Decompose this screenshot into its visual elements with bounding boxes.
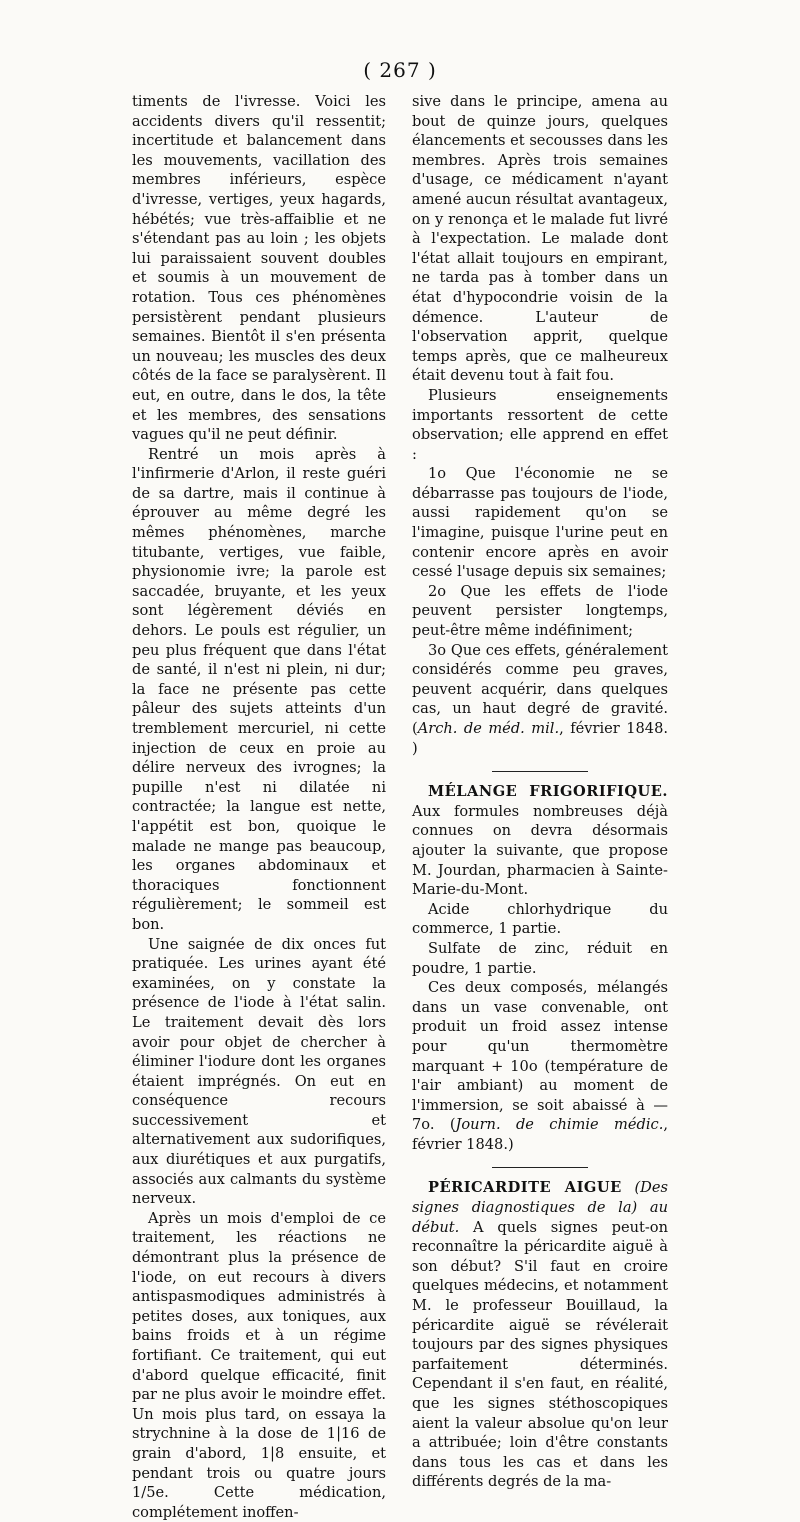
paragraph-text: , février 1848.): [412, 1116, 668, 1153]
section-subtitle: (Des signes diagnostiques de la) au début.: [412, 1179, 668, 1236]
paragraph: Acide chlorhydrique du commerce, 1 partie.: [412, 900, 668, 938]
section-heading: MÉLANGE FRIGORIFIQUE.: [428, 783, 668, 801]
list-item: 2o Que les effets de l'iode peuvent persister longtemps, peut-être même indéfiniment;: [412, 582, 668, 640]
source-citation: Arch. de méd. mil.: [417, 720, 560, 737]
right-column: [412, 92, 668, 1492]
list-item: 1o Que l'économie ne se débarrasse pas toujours de l'iode, aussi rapidement qu'on se l'imagine, puisque l'urine peut en contenir encore après en avoir cessé l'usage depuis six semaines;: [412, 465, 668, 581]
section-melange: [412, 782, 668, 900]
paragraph-text: A quels signes peut-on reconnaître la péricardite aiguë à son début? S'il faut en croire quelques médecins, et notamment M. le professeur Bouillaud, la péricardite aiguë se révélerait toujours par des signes physiques parfaitement déterminés. Cependant il s'en faut, en réalité, que les signes stéthoscopiques aient la valeur absolue qu'on leur a attribuée; loin d'être constants dans tous les cas et dans les différents degrés de la ma-: [412, 1218, 668, 1491]
paragraph: sive dans le principe, amena au bout de quinze jours, quelques élancements et secousses dans les membres. Après trois semaines d'usage, ce médicament n'ayant amené aucun résultat avantageux, on y renonça et le malade fut livré à l'expectation. Le malade dont l'état allait toujours en empirant, ne tarda pas à tomber dans un état d'hypocondrie voisin de la démence. L'auteur de l'observation apprit, quelque temps après, que ce malheureux était devenu tout à fait fou.: [412, 93, 668, 385]
paragraph-text: Ces deux composés, mélangés dans un vase convenable, ont produit un froid assez intense pour qu'un thermomètre marquant + 10o (température de l'air ambiant) au moment de l'immersion, se soit abaissé à — 7o. (: [412, 979, 668, 1134]
paragraph-text: Aux formules nombreuses déjà connues on devra désormais ajouter la suivante, que propose M. Jourdan, pharmacien à Sainte-Marie-du-Mont.: [412, 802, 668, 899]
page-number: ( 267 ): [363, 58, 437, 82]
paragraph-text: 3o Que ces effets, généralement considérés comme peu graves, peuvent acquérir, dans quelques cas, un haut degré de gravité. (: [412, 641, 668, 737]
paragraph-text: , février 1848. ): [412, 720, 668, 757]
source-citation: Journ. de chimie médic.: [455, 1116, 664, 1134]
section-pericardite: [412, 1178, 668, 1492]
paragraph: Une saignée de dix onces fut pratiquée. Les urines ayant été examinées, on y constate la présence de l'iode à l'état salin. Le traitement devait dès lors avoir pour objet de chercher à éliminer l'iodure dont les organes étaient imprégnés. On eut en conséquence recours successivement et alternativement aux sudorifiques, aux diurétiques et aux purgatifs, associés aux calmants du système nerveux.: [132, 935, 386, 1208]
left-column: [132, 92, 386, 1522]
paragraph: Plusieurs enseignements importants ressortent de cette observation; elle apprend en effet :: [412, 386, 668, 463]
paragraph: Sulfate de zinc, réduit en poudre, 1 partie.: [412, 939, 668, 977]
section-heading: PÉRICARDITE AIGUE: [428, 1179, 622, 1197]
paragraph: Après un mois d'emploi de ce traitement, les réactions ne démontrant plus la présence de l'iode, on eut recours à divers antispasmodiques administrés à petites doses, aux toniques, aux bains froids et à un régime fortifiant. Ce traitement, qui eut d'abord quelque efficacité, finit par ne plus avoir le moindre effet. Un mois plus tard, on essaya la strychnine à la dose de 1|16 de grain d'abord, 1|8 ensuite, et pendant trois ou quatre jours 1/5e. Cette médication, complétement inoffen-: [132, 1209, 386, 1521]
paragraph: [412, 978, 668, 1154]
section-divider: [492, 771, 588, 772]
list-item: [412, 641, 668, 759]
paragraph: timents de l'ivresse. Voici les accidents divers qu'il ressentit; incertitude et balancement dans les mouvements, vacillation des membres inférieurs, espèce d'ivresse, vertiges, yeux hagards, hébétés; vue très-affaiblie et ne s'étendant pas au loin ; les objets lui paraissaient souvent doubles et soumis à un mouvement de rotation. Tous ces phénomènes persistèrent pendant plusieurs semaines. Bientôt il s'en présenta un nouveau; les muscles des deux côtés de la face se paralysèrent. Il eut, en outre, dans le dos, la tête et les membres, des sensations vagues qu'il ne peut définir.: [132, 93, 386, 444]
paragraph: Rentré un mois après à l'infirmerie d'Arlon, il reste guéri de sa dartre, mais il continue à éprouver au même degré les mêmes phénomènes, marche titubante, vertiges, vue faible, physionomie ivre; la parole est saccadée, bruyante, et les yeux sont légèrement déviés en dehors. Le pouls est régulier, un peu plus fréquent que dans l'état de santé, il n'est ni plein, ni dur; la face ne présente pas cette pâleur des sujets atteints d'un tremblement mercuriel, ni cette injection de ceux en proie au délire nerveux des ivrognes; la pupille n'est ni dilatée ni contractée; la langue est nette, l'appétit est bon, quoique le malade ne mange pas beaucoup, les organes abdominaux et thoraciques fonctionnent régulièrement; le sommeil est bon.: [132, 445, 386, 933]
section-divider: [492, 1167, 588, 1168]
